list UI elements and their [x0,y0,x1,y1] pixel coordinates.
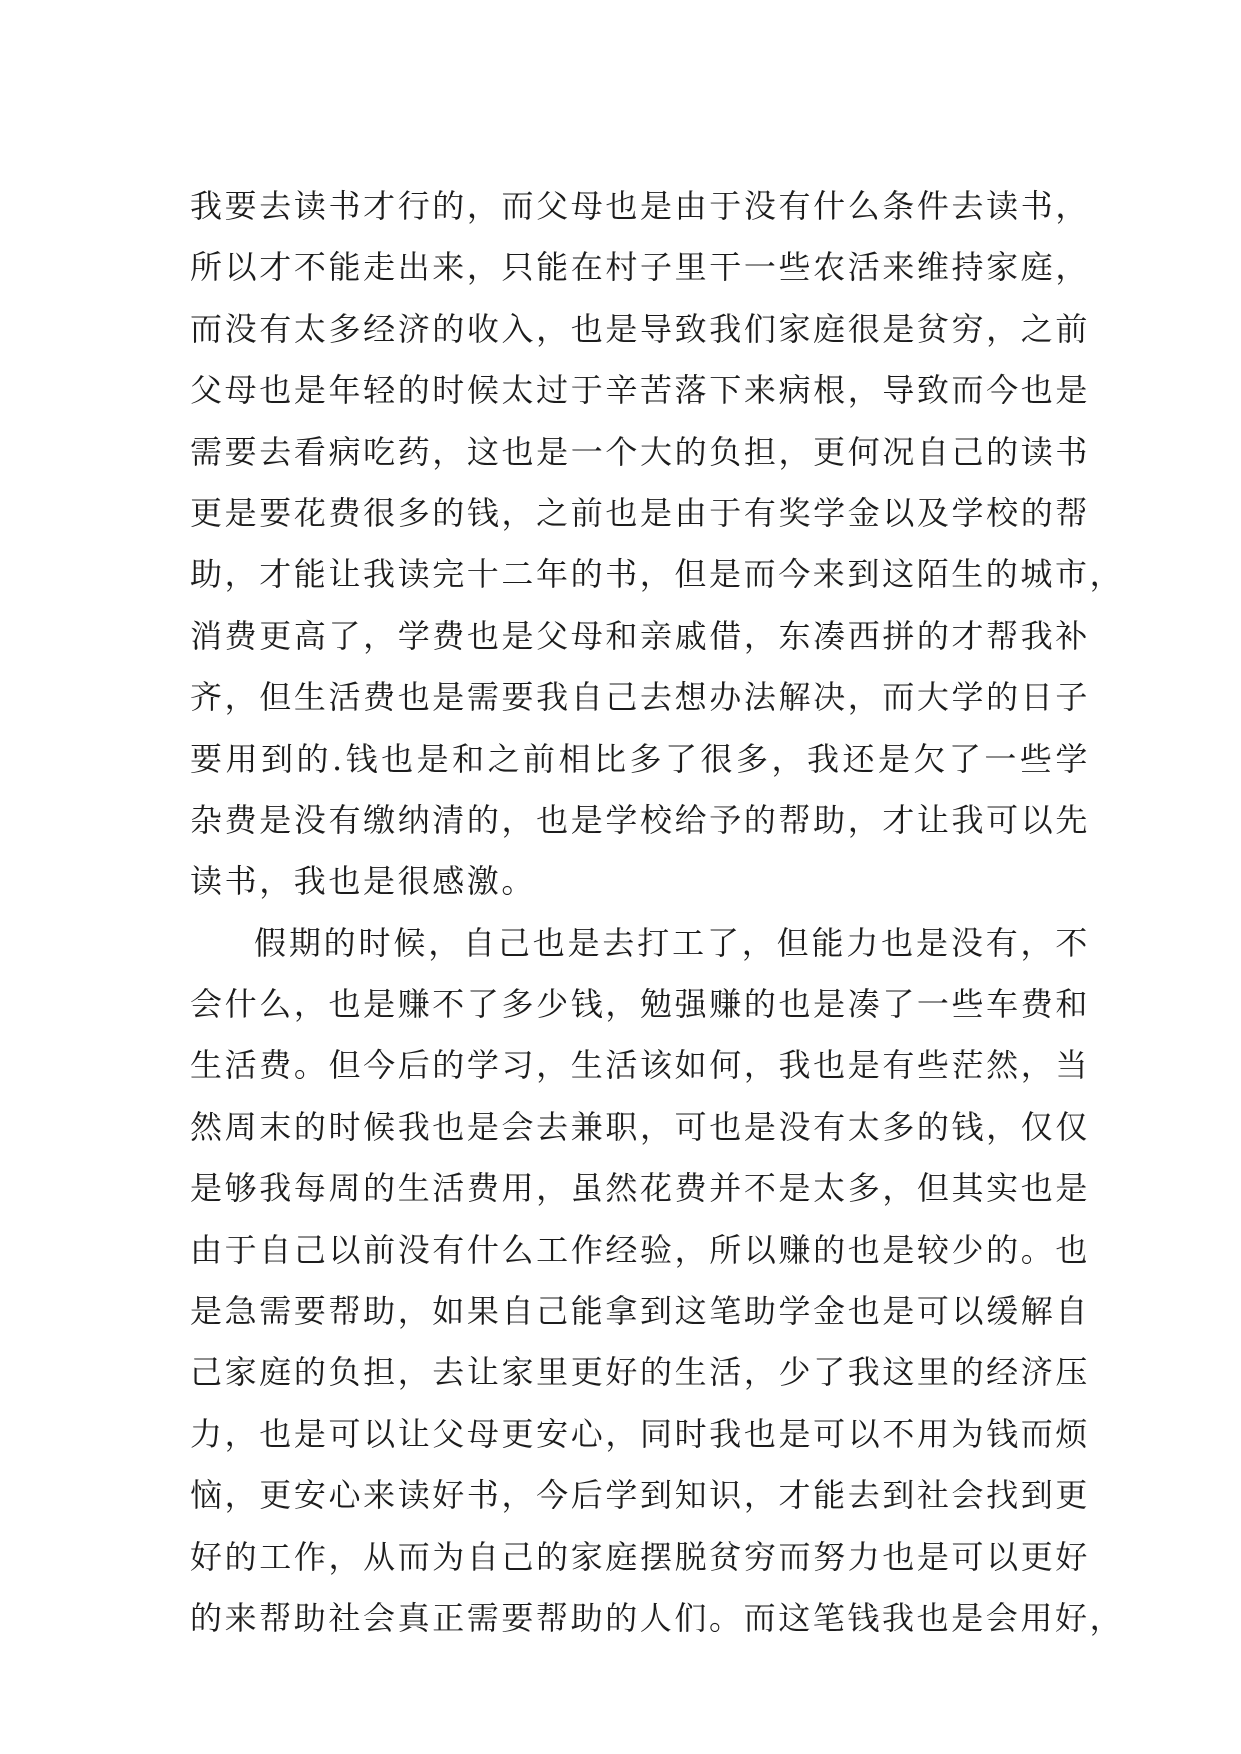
text-line: 要用到的.钱也是和之前相比多了很多，我还是欠了一些学 [190,739,1090,778]
text-line: 会什么，也是赚不了多少钱，勉强赚的也是凑了一些车费和 [190,985,1090,1024]
text-line: 更是要花费很多的钱，之前也是由于有奖学金以及学校的帮 [190,493,1090,532]
text-line: 齐，但生活费也是需要我自己去想办法解决，而大学的日子 [190,678,1090,717]
text-line: 力，也是可以让父母更安心，同时我也是可以不用为钱而烦 [190,1414,1090,1453]
text-line: 所以才不能走出来，只能在村子里干一些农活来维持家庭， [190,248,1090,287]
text-line: 的来帮助社会真正需要帮助的人们。而这笔钱我也是会用好， [190,1598,1125,1637]
text-line: 助，才能让我读完十二年的书，但是而今来到这陌生的城市， [190,555,1125,594]
text-line: 己家庭的负担，去让家里更好的生活，少了我这里的经济压 [190,1353,1090,1392]
body-text [190,176,1125,1649]
text-line: 杂费是没有缴纳清的，也是学校给予的帮助，才让我可以先 [190,800,1090,839]
text-line: 恼，更安心来读好书，今后学到知识，才能去到社会找到更 [190,1476,1090,1515]
text-line: 生活费。但今后的学习，生活该如何，我也是有些茫然，当 [190,1046,1090,1085]
text-line: 而没有太多经济的收入，也是导致我们家庭很是贫穷，之前 [190,309,1090,348]
paragraph-end-line: 读书，我也是很感激。 [190,862,537,901]
paragraph-start-line: 假期的时候，自己也是去打工了，但能力也是没有，不 [254,923,1090,962]
text-line: 消费更高了，学费也是父母和亲戚借，东凑西拼的才帮我补 [190,616,1090,655]
text-line: 我要去读书才行的，而父母也是由于没有什么条件去读书， [190,187,1090,225]
text-line: 需要去看病吃药，这也是一个大的负担，更何况自己的读书 [190,432,1090,471]
text-line: 是够我每周的生活费用，虽然花费并不是太多，但其实也是 [190,1169,1090,1208]
text-line: 然周末的时候我也是会去兼职，可也是没有太多的钱，仅仅 [190,1107,1090,1146]
text-line: 父母也是年轻的时候太过于辛苦落下来病根，导致而今也是 [190,371,1090,410]
text-line: 由于自己以前没有什么工作经验，所以赚的也是较少的。也 [190,1230,1090,1269]
text-line: 是急需要帮助，如果自己能拿到这笔助学金也是可以缓解自 [190,1292,1090,1331]
text-line: 好的工作，从而为自己的家庭摆脱贫穷而努力也是可以更好 [190,1537,1090,1576]
